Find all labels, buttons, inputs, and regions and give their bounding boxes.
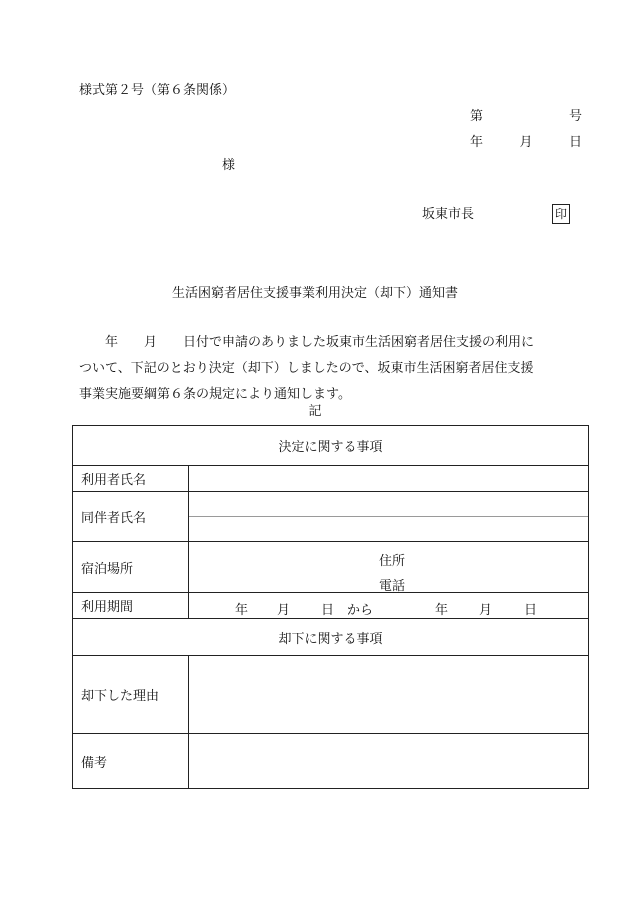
remarks-label: 備考 [73,734,189,789]
period-month-1: 月 [277,603,291,618]
date-year: 年 [470,135,484,150]
companion-field-1[interactable] [189,492,589,517]
ki-heading: 記 [308,404,322,419]
period-field[interactable] [189,593,589,619]
decision-section-header: 決定に関する事項 [73,426,589,466]
companion-field-2[interactable] [189,517,589,542]
body-line-2: ついて、下記のとおり決定（却下）しましたので、坂東市生活困窮者居住支援 [79,361,534,376]
rejection-section-header: 却下に関する事項 [73,619,589,656]
notice-body [79,330,583,408]
number-suffix: 号 [568,109,582,124]
period-from: から [347,603,374,618]
period-day-2: 日 [524,603,538,618]
user-name-label: 利用者氏名 [73,466,189,492]
body-line-3: 事業実施要綱第６条の規定により通知します。 [79,387,351,402]
form-number: 様式第２号（第６条関係） [79,83,236,98]
phone-label: 電話 [379,579,406,594]
document-number-date [470,110,582,162]
rejection-reason-field[interactable] [189,656,589,734]
period-day-1: 日 [321,603,335,618]
seal-mark: 印 [552,204,570,224]
lodging-field[interactable] [189,542,589,593]
details-table [72,425,589,789]
date-month: 月 [519,135,533,150]
issuer-name: 坂東市長 [422,207,475,222]
period-year-1: 年 [235,603,249,618]
lodging-label: 宿泊場所 [73,542,189,593]
number-prefix: 第 [470,109,484,124]
date-day: 日 [568,135,582,150]
remarks-field[interactable] [189,734,589,789]
body-line-1: 年 月 日付で申請のありました坂東市生活困窮者居住支援の利用に [105,335,535,350]
address-label: 住所 [379,554,406,569]
companion-label: 同伴者氏名 [73,492,189,542]
period-year-2: 年 [435,603,449,618]
user-name-field[interactable] [189,466,589,492]
rejection-reason-label: 却下した理由 [73,656,189,734]
addressee-honorific: 様 [222,158,236,173]
period-label: 利用期間 [73,593,189,619]
document-title: 生活困窮者居住支援事業利用決定（却下）通知書 [171,286,458,301]
period-month-2: 月 [479,603,493,618]
